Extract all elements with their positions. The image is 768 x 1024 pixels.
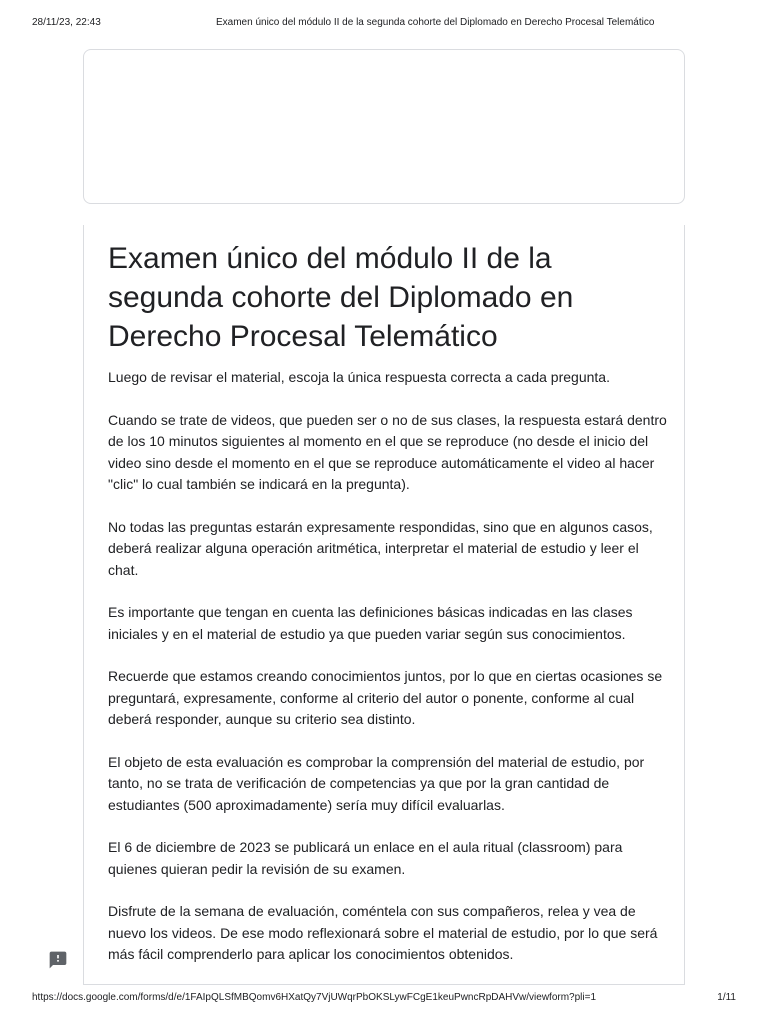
description-paragraph: El objeto de esta evaluación es comprobar la comprensión del material de estudio, por tanto, no se trata de verificación de competencias ya que por la gran cantidad de estudiantes (500 aproximadamente) sería muy difícil evaluarlas. (108, 753, 645, 813)
description-paragraph: Recuerde que estamos creando conocimientos juntos, por lo que en ciertas ocasiones se preguntará, expresamente, conforme al criterio del autor o ponente, conforme al cual deberá responder, aunque su criterio sea distinto. (108, 668, 663, 727)
description-paragraph: No todas las preguntas estarán expresamente respondidas, sino que en algunos casos, deberá realizar alguna operación aritmética, interpretar el material de estudio y leer el chat. (108, 518, 653, 578)
description-paragraph: El 6 de diciembre de 2023 se publicará un enlace en el aula ritual (classroom) para quienes quieran pedir la revisión de su examen. (108, 839, 623, 877)
description-paragraph: Es importante que tengan en cuenta las definiciones básicas indicadas en las clases iniciales y en el material de estudio ya que pueden variar según sus conocimientos. (108, 604, 633, 642)
print-page-number: 1/11 (717, 992, 736, 1003)
print-header (0, 17, 768, 33)
print-date: 28/11/23, 22:43 (32, 17, 101, 28)
description-paragraph: Luego de revisar el material, escoja la única respuesta correcta a cada pregunta. (108, 369, 610, 385)
print-footer (0, 992, 768, 1008)
form-title: Examen único del módulo II de la segunda cohorte del Diplomado en Derecho Procesal Telemático (108, 242, 574, 353)
report-problem-button[interactable] (44, 946, 72, 974)
print-page-title: Examen único del módulo II de la segunda cohorte del Diplomado en Derecho Procesal Telemático (216, 17, 655, 28)
form-header-banner (83, 49, 685, 204)
form-description (108, 367, 668, 987)
description-paragraph: Disfrute de la semana de evaluación, coméntela con sus compañeros, relea y vea de nuevo los videos. De ese modo reflexionará sobre el material de estudio, por lo que será más fácil comprenderlo para aplicar los conocimientos obtenidos. (108, 903, 658, 962)
print-url: https://docs.google.com/forms/d/e/1FAIpQLSfMBQomv6HXatQy7VjUWqrPbOKSLywFCgE1keuPwncRpDAHVw/viewform?pli=1 (32, 992, 597, 1003)
report-feedback-icon (48, 950, 68, 970)
description-paragraph: Cuando se trate de videos, que pueden ser o no de sus clases, la respuesta estará dentro de los 10 minutos siguientes al momento en el que se reproduce (no desde el inicio del video sino desde el momento en el que se reproduce automáticamente el video al hacer "clic" lo cual también se indicará en la pregunta). (108, 411, 667, 492)
form-description-card (83, 225, 685, 985)
